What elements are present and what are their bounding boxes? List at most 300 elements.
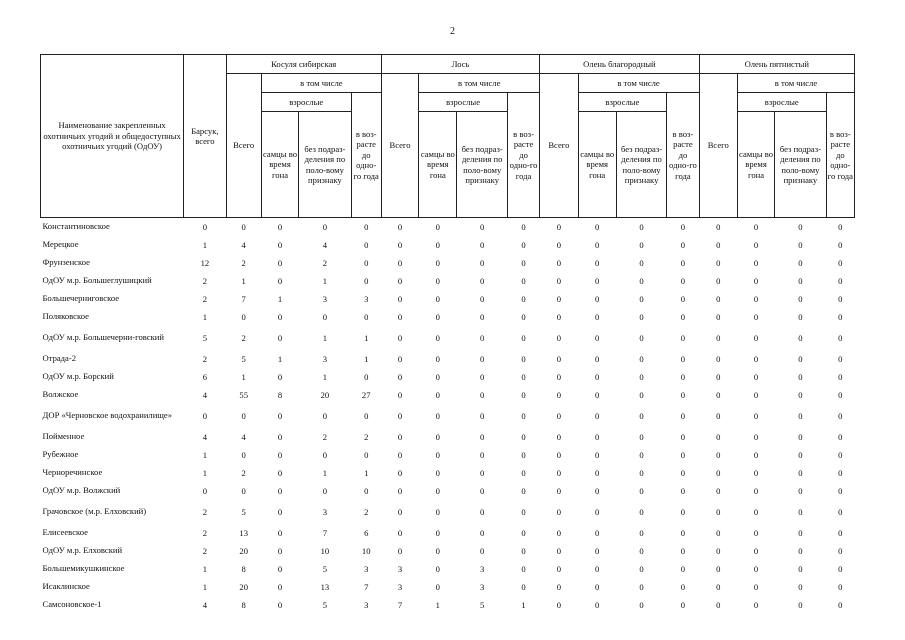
cell-value: 0 [435, 582, 440, 592]
cell-value: 0 [753, 390, 759, 400]
cell-value: 0 [397, 528, 403, 538]
cell-value: 0 [753, 507, 759, 517]
adults-header: взрослые [419, 93, 508, 112]
cell-value: 4 [202, 390, 208, 400]
cell-value: 0 [241, 486, 246, 496]
cell-value: 2 [202, 276, 208, 286]
cell-value: 0 [202, 411, 208, 421]
cell-value: 0 [202, 486, 208, 496]
cell-value: 0 [798, 354, 803, 364]
cell-value: 0 [639, 258, 644, 268]
cell-value: 0 [397, 354, 403, 364]
total-header: Всего [699, 74, 737, 218]
cell-value: 0 [556, 432, 562, 442]
cell-value: 0 [639, 468, 644, 478]
cell-value: 0 [521, 450, 526, 460]
cell-value: 5 [241, 354, 246, 364]
cell-value: 0 [435, 528, 440, 538]
cell-value: 0 [680, 258, 686, 268]
cell-value: 0 [595, 312, 600, 322]
cell-value: 0 [480, 390, 485, 400]
cell-value: 0 [595, 546, 600, 556]
cell-value: 1 [241, 372, 246, 382]
cell-value: 0 [753, 372, 759, 382]
cell-value: 0 [435, 276, 440, 286]
cell-value: 1 [202, 564, 208, 574]
cell-value: 0 [277, 432, 283, 442]
cell-value: 1 [202, 240, 208, 250]
cell-value: 0 [521, 354, 526, 364]
cell-value: 0 [364, 222, 369, 232]
row-name: Большемикушкинское [42, 563, 125, 574]
cell-value: 0 [798, 432, 803, 442]
cell-value: 0 [680, 546, 686, 556]
cell-value: 8 [241, 600, 246, 610]
table-row [41, 404, 855, 428]
cell-value: 0 [595, 564, 600, 574]
cell-value: 1 [322, 276, 328, 286]
cell-value: 0 [838, 432, 843, 442]
cell-value: 0 [277, 507, 283, 517]
cell-value: 0 [364, 276, 369, 286]
row-name: Елисеевское [42, 527, 88, 538]
cell-value: 1 [277, 354, 283, 364]
cell-value: 0 [798, 468, 803, 478]
including-header: в том числе [737, 74, 854, 93]
cell-value: 0 [595, 600, 600, 610]
group-header-roe-deer: Косуля сибирская [226, 55, 381, 74]
cell-value: 0 [838, 528, 843, 538]
cell-value: 0 [277, 312, 283, 322]
cell-value: 4 [202, 600, 208, 610]
cell-value: 0 [716, 411, 721, 421]
cell-value: 0 [716, 528, 721, 538]
cell-value: 0 [716, 600, 721, 610]
hunting-census-table [40, 54, 855, 614]
group-header-sika-deer: Олень пятнистый [699, 55, 854, 74]
cell-value: 0 [364, 240, 369, 250]
cell-value: 0 [798, 507, 803, 517]
cell-value: 0 [680, 450, 686, 460]
cell-value: 0 [753, 564, 759, 574]
cell-value: 0 [556, 294, 562, 304]
cell-value: 2 [202, 294, 208, 304]
cell-value: 0 [521, 546, 526, 556]
cell-value: 1 [202, 582, 208, 592]
cell-value: 0 [595, 582, 600, 592]
cell-value: 0 [556, 372, 562, 382]
cell-value: 0 [435, 432, 440, 442]
row-name: ОдОУ м.р. Борский [42, 371, 114, 382]
cell-value: 0 [521, 258, 526, 268]
table-row [41, 236, 855, 254]
table-row [41, 218, 855, 237]
cell-value: 0 [521, 312, 526, 322]
cell-value: 55 [239, 390, 248, 400]
cell-value: 0 [716, 450, 721, 460]
cell-value: 0 [435, 390, 440, 400]
cell-value: 2 [241, 468, 246, 478]
cell-value: 0 [680, 312, 686, 322]
table-row [41, 326, 855, 350]
cell-value: 0 [435, 240, 440, 250]
cell-value: 0 [716, 294, 721, 304]
row-name: Пойменное [42, 431, 85, 442]
cell-value: 0 [521, 240, 526, 250]
cell-value: 0 [435, 312, 440, 322]
cell-value: 2 [322, 258, 328, 268]
cell-value: 0 [680, 507, 686, 517]
cell-value: 0 [521, 432, 526, 442]
cell-value: 0 [480, 240, 485, 250]
total-header: Всего [226, 74, 261, 218]
cell-value: 0 [639, 432, 644, 442]
cell-value: 0 [753, 354, 759, 364]
males-rut-header: самцы во время гона [419, 112, 457, 218]
cell-value: 0 [798, 546, 803, 556]
cell-value: 2 [202, 528, 208, 538]
cell-value: 0 [798, 411, 803, 421]
cell-value: 0 [364, 372, 369, 382]
cell-value: 0 [277, 600, 283, 610]
cell-value: 0 [322, 411, 328, 421]
group-header-red-deer: Олень благородный [540, 55, 699, 74]
cell-value: 0 [639, 507, 644, 517]
cell-value: 0 [798, 528, 803, 538]
cell-value: 0 [277, 486, 283, 496]
cell-value: 0 [521, 582, 526, 592]
cell-value: 0 [838, 546, 843, 556]
cell-value: 0 [753, 468, 759, 478]
cell-value: 0 [397, 240, 403, 250]
cell-value: 13 [239, 528, 248, 538]
cell-value: 0 [556, 507, 562, 517]
group-header-moose: Лось [381, 55, 539, 74]
cell-value: 0 [680, 240, 686, 250]
cell-value: 0 [556, 564, 562, 574]
cell-value: 0 [435, 333, 440, 343]
table-row [41, 524, 855, 542]
table-row [41, 386, 855, 404]
cell-value: 0 [753, 312, 759, 322]
cell-value: 0 [322, 222, 328, 232]
including-header: в том числе [419, 74, 540, 93]
row-name: Исаклинское [42, 581, 90, 592]
cell-value: 0 [639, 312, 644, 322]
cell-value: 0 [753, 432, 759, 442]
cell-value: 1 [202, 312, 208, 322]
cell-value: 0 [639, 450, 644, 460]
cell-value: 0 [753, 333, 759, 343]
cell-value: 0 [480, 411, 485, 421]
cell-value: 0 [397, 411, 403, 421]
cell-value: 0 [480, 468, 485, 478]
cell-value: 0 [480, 222, 485, 232]
cell-value: 0 [277, 546, 283, 556]
undivided-header: без подраз-деления по поло-вому признаку [457, 112, 507, 218]
young-header: в воз-расте до одно-го года [667, 93, 699, 218]
row-name: ОдОУ м.р. Большеглушицкий [42, 275, 152, 286]
cell-value: 0 [277, 240, 283, 250]
cell-value: 0 [716, 507, 721, 517]
cell-value: 0 [480, 507, 485, 517]
cell-value: 0 [680, 390, 686, 400]
cell-value: 0 [753, 600, 759, 610]
cell-value: 0 [364, 258, 369, 268]
row-name: ДОР «Черновское водохранилище» [42, 410, 173, 421]
cell-value: 0 [521, 276, 526, 286]
cell-value: 7 [364, 582, 369, 592]
cell-value: 0 [595, 240, 600, 250]
cell-value: 0 [322, 450, 328, 460]
cell-value: 0 [480, 294, 485, 304]
cell-value: 0 [680, 582, 686, 592]
page-number: 2 [450, 26, 455, 37]
cell-value: 8 [277, 390, 283, 400]
cell-value: 0 [435, 546, 440, 556]
cell-value: 1 [364, 354, 369, 364]
cell-value: 0 [753, 240, 759, 250]
cell-value: 0 [680, 486, 686, 496]
row-name: Волжское [42, 389, 79, 400]
cell-value: 0 [521, 411, 526, 421]
cell-value: 0 [838, 390, 843, 400]
cell-value: 0 [397, 486, 403, 496]
cell-value: 0 [680, 528, 686, 538]
cell-value: 0 [798, 294, 803, 304]
cell-value: 0 [838, 240, 843, 250]
cell-value: 20 [239, 582, 248, 592]
table-row [41, 482, 855, 500]
cell-value: 0 [556, 486, 562, 496]
cell-value: 1 [521, 600, 526, 610]
young-header: в воз-расте до одно-го года [826, 93, 854, 218]
row-name: Большечерниговское [42, 293, 120, 304]
cell-value: 0 [798, 450, 803, 460]
cell-value: 0 [838, 450, 843, 460]
total-header: Всего [381, 74, 418, 218]
cell-value: 0 [716, 468, 721, 478]
cell-value: 0 [277, 333, 283, 343]
table-row [41, 464, 855, 482]
cell-value: 0 [798, 240, 803, 250]
cell-value: 0 [838, 276, 843, 286]
cell-value: 0 [595, 258, 600, 268]
cell-value: 0 [480, 312, 485, 322]
table-row [41, 578, 855, 596]
row-name: Самсоновское-1 [42, 599, 102, 610]
cell-value: 0 [716, 390, 721, 400]
cell-value: 0 [556, 258, 562, 268]
cell-value: 0 [241, 450, 246, 460]
total-header: Всего [540, 74, 578, 218]
cell-value: 0 [838, 486, 843, 496]
cell-value: 0 [595, 354, 600, 364]
including-header: в том числе [261, 74, 381, 93]
cell-value: 0 [480, 432, 485, 442]
cell-value: 0 [680, 372, 686, 382]
cell-value: 0 [798, 276, 803, 286]
cell-value: 0 [556, 450, 562, 460]
row-name: Константиновское [42, 221, 110, 232]
cell-value: 0 [556, 354, 562, 364]
cell-value: 0 [397, 432, 403, 442]
cell-value: 4 [241, 432, 246, 442]
adults-header: взрослые [737, 93, 826, 112]
cell-value: 0 [521, 468, 526, 478]
table-row [41, 254, 855, 272]
cell-value: 0 [716, 582, 721, 592]
cell-value: 0 [556, 600, 562, 610]
cell-value: 0 [753, 411, 759, 421]
cell-value: 0 [595, 507, 600, 517]
cell-value: 0 [435, 507, 440, 517]
cell-value: 0 [521, 372, 526, 382]
cell-value: 6 [202, 372, 208, 382]
table-row [41, 368, 855, 386]
cell-value: 0 [364, 486, 369, 496]
cell-value: 0 [716, 276, 721, 286]
cell-value: 0 [556, 528, 562, 538]
young-header: в воз-расте до одно-го года [351, 93, 381, 218]
cell-value: 0 [397, 294, 403, 304]
cell-value: 0 [753, 258, 759, 268]
cell-value: 0 [753, 486, 759, 496]
cell-value: 0 [753, 450, 759, 460]
cell-value: 0 [435, 372, 440, 382]
cell-value: 0 [277, 582, 283, 592]
cell-value: 0 [838, 258, 843, 268]
undivided-header: без подраз-деления по поло-вому признаку [616, 112, 666, 218]
cell-value: 0 [277, 528, 283, 538]
cell-value: 0 [435, 411, 440, 421]
cell-value: 0 [639, 240, 644, 250]
table-body [41, 218, 855, 615]
cell-value: 1 [322, 333, 328, 343]
table-row [41, 308, 855, 326]
cell-value: 0 [595, 222, 600, 232]
cell-value: 0 [480, 372, 485, 382]
cell-value: 0 [639, 276, 644, 286]
cell-value: 0 [798, 258, 803, 268]
cell-value: 1 [322, 372, 328, 382]
cell-value: 10 [320, 546, 330, 556]
table-row [41, 272, 855, 290]
cell-value: 0 [639, 354, 644, 364]
cell-value: 0 [595, 432, 600, 442]
cell-value: 0 [838, 222, 843, 232]
cell-value: 0 [798, 582, 803, 592]
cell-value: 0 [798, 222, 803, 232]
cell-value: 1 [277, 294, 283, 304]
cell-value: 2 [202, 354, 208, 364]
cell-value: 0 [595, 486, 600, 496]
cell-value: 0 [397, 390, 403, 400]
cell-value: 0 [716, 333, 721, 343]
cell-value: 0 [639, 333, 644, 343]
cell-value: 0 [680, 354, 686, 364]
cell-value: 4 [322, 240, 328, 250]
cell-value: 0 [716, 240, 721, 250]
table-row [41, 560, 855, 578]
cell-value: 27 [361, 390, 371, 400]
cell-value: 0 [716, 546, 721, 556]
cell-value: 0 [397, 468, 403, 478]
cell-value: 0 [397, 450, 403, 460]
cell-value: 0 [838, 507, 843, 517]
cell-value: 0 [241, 312, 246, 322]
cell-value: 0 [277, 372, 283, 382]
cell-value: 0 [322, 312, 328, 322]
cell-value: 7 [241, 294, 246, 304]
cell-value: 0 [322, 486, 328, 496]
row-name: Фрунзенское [42, 257, 90, 268]
cell-value: 0 [435, 354, 440, 364]
cell-value: 0 [397, 222, 403, 232]
adults-header: взрослые [261, 93, 351, 112]
cell-value: 0 [397, 372, 403, 382]
table-header [41, 55, 855, 218]
cell-value: 0 [480, 276, 485, 286]
cell-value: 0 [838, 600, 843, 610]
cell-value: 0 [798, 564, 803, 574]
cell-value: 0 [556, 312, 562, 322]
cell-value: 0 [595, 372, 600, 382]
young-header: в воз-расте до одно-го года [507, 93, 539, 218]
cell-value: 0 [556, 468, 562, 478]
cell-value: 0 [753, 294, 759, 304]
cell-value: 5 [322, 564, 328, 574]
row-name: ОдОУ м.р. Елховский [42, 545, 123, 556]
cell-value: 2 [364, 507, 369, 517]
cell-value: 0 [202, 222, 208, 232]
cell-value: 0 [277, 450, 283, 460]
cell-value: 0 [639, 222, 644, 232]
cell-value: 0 [521, 528, 526, 538]
cell-value: 5 [322, 600, 328, 610]
cell-value: 0 [595, 276, 600, 286]
cell-value: 1 [202, 468, 208, 478]
row-name: ОдОУ м.р. Большечерни-говский [42, 332, 164, 343]
cell-value: 0 [838, 468, 843, 478]
cell-value: 0 [753, 528, 759, 538]
undivided-header: без подраз-деления по поло-вому признаку [775, 112, 826, 218]
cell-value: 0 [556, 240, 562, 250]
cell-value: 0 [716, 564, 721, 574]
cell-value: 0 [480, 546, 485, 556]
cell-value: 0 [556, 276, 562, 286]
cell-value: 0 [680, 432, 686, 442]
males-rut-header: самцы во время гона [578, 112, 616, 218]
cell-value: 0 [397, 333, 403, 343]
cell-value: 0 [639, 486, 644, 496]
cell-value: 0 [480, 258, 485, 268]
cell-value: 0 [838, 333, 843, 343]
cell-value: 0 [680, 333, 686, 343]
cell-value: 0 [838, 312, 843, 322]
row-name: Грачовское (м.р. Елховский) [42, 506, 147, 517]
cell-value: 0 [838, 411, 843, 421]
cell-value: 7 [397, 600, 403, 610]
cell-value: 0 [521, 222, 526, 232]
cell-value: 0 [556, 390, 562, 400]
cell-value: 0 [680, 222, 686, 232]
cell-value: 0 [595, 450, 600, 460]
cell-value: 0 [798, 333, 803, 343]
row-name: Поляковское [42, 311, 89, 322]
cell-value: 0 [277, 468, 283, 478]
table-row [41, 350, 855, 368]
